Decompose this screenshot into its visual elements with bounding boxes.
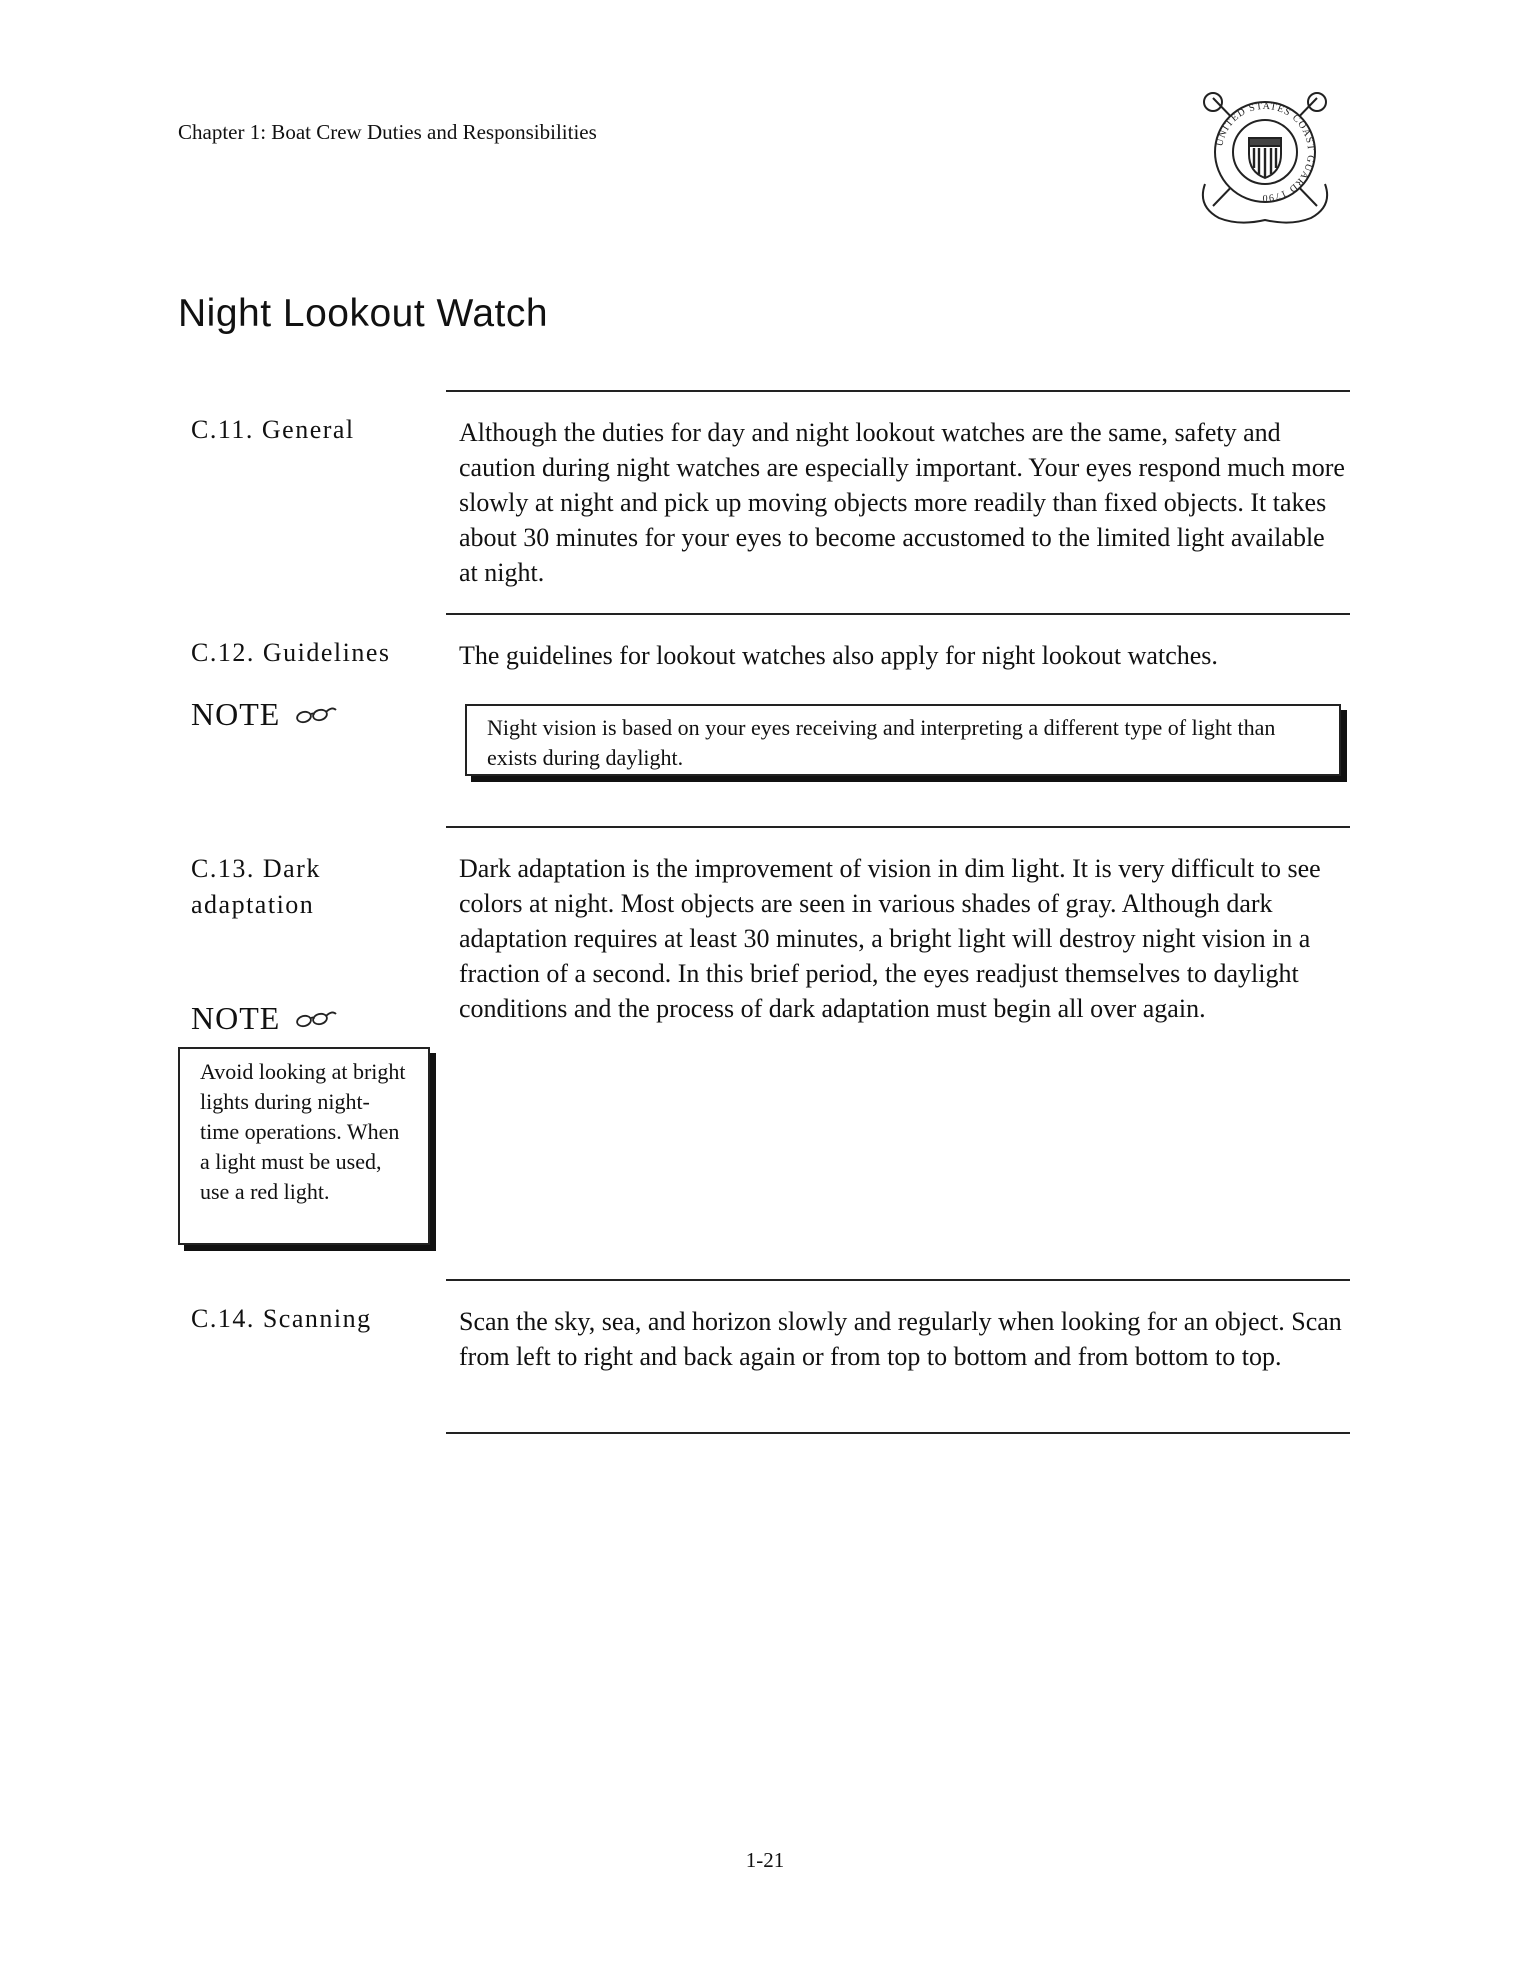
section-divider: [446, 390, 1350, 392]
page-number: 1-21: [745, 1848, 785, 1872]
coast-guard-seal: [1195, 88, 1335, 228]
note-text-avoid-bright-lights: Avoid looking at bright lights during night-time operations. When a light must be used, use a red light.: [200, 1059, 406, 1204]
section-divider: [446, 613, 1350, 615]
chapter-header: Chapter 1: Boat Crew Duties and Responsibilities: [178, 120, 597, 144]
section-divider: [446, 826, 1350, 828]
note-label: [191, 696, 338, 733]
section-text-guidelines: The guidelines for lookout watches also apply for night lookout watches.: [459, 641, 1218, 670]
section-divider: [446, 1432, 1350, 1434]
section-label-general: C.11. General: [191, 415, 355, 444]
section-label-guidelines: C.12. Guidelines: [191, 638, 391, 667]
note-text-night-vision: Night vision is based on your eyes receiving and interpreting a different type of light than exists during daylight.: [487, 715, 1276, 770]
section-divider: [446, 1279, 1350, 1281]
section-text-general: Although the duties for day and night lookout watches are the same, safety and caution during night watches are especially important. Your eyes respond much more slowly at night and pick up moving objects more readily than fixed objects. It takes about 30 minutes for your eyes to become accustomed to the limited light available at night.: [459, 418, 1345, 587]
note-box-avoid-bright-lights: [178, 1047, 430, 1245]
eyeglasses-icon: [294, 1009, 338, 1029]
section-label-scanning: C.14. Scanning: [191, 1304, 372, 1333]
seal-text: UNITED STATES COAST GUARD 1790: [1214, 100, 1317, 204]
note-label: [191, 1000, 338, 1037]
section-label-dark-adaptation: C.13. Dark adaptation: [191, 854, 321, 919]
note-label-text: NOTE: [191, 696, 281, 732]
section-text-dark-adaptation: Dark adaptation is the improvement of vision in dim light. It is very difficult to see colors at night. Most objects are seen in various shades of gray. Although dark adaptation requires at least 30 minutes, a bright light will destroy night vision in a fraction of a second. In this brief period, the eyes readjust themselves to daylight conditions and the process of dark adaptation must begin all over again.: [459, 854, 1321, 1023]
page-title: Night Lookout Watch: [178, 292, 549, 335]
eyeglasses-icon: [294, 705, 338, 725]
coast-guard-seal-icon: [1195, 88, 1335, 228]
section-text-scanning: Scan the sky, sea, and horizon slowly and regularly when looking for an object. Scan from left to right and back again or from top to bottom and from bottom to top.: [459, 1307, 1342, 1371]
note-box-night-vision: [465, 704, 1341, 776]
note-label-text: NOTE: [191, 1000, 281, 1036]
